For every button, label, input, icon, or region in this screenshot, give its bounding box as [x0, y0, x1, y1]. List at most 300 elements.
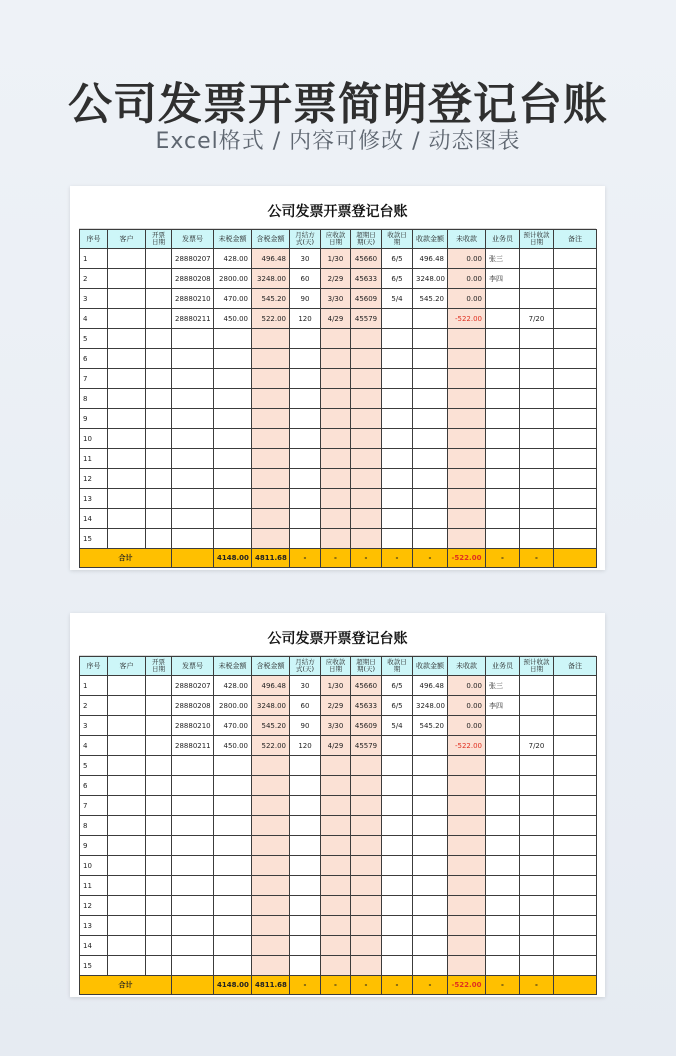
table-cell[interactable]	[214, 936, 252, 956]
table-cell[interactable]	[520, 916, 554, 936]
table-cell[interactable]	[554, 696, 597, 716]
table-cell[interactable]: 545.20	[252, 716, 290, 736]
table-cell[interactable]	[413, 309, 448, 329]
table-cell[interactable]	[351, 449, 382, 469]
table-cell[interactable]	[382, 429, 413, 449]
table-cell[interactable]: 28880207	[172, 676, 214, 696]
table-cell[interactable]	[382, 329, 413, 349]
table-cell[interactable]	[108, 756, 146, 776]
table-cell[interactable]: 522.00	[252, 736, 290, 756]
table-cell[interactable]	[554, 956, 597, 976]
table-cell[interactable]	[172, 956, 214, 976]
table-cell[interactable]	[146, 369, 172, 389]
table-cell[interactable]	[382, 389, 413, 409]
table-cell[interactable]: 545.20	[252, 289, 290, 309]
table-cell[interactable]	[252, 836, 290, 856]
table-cell[interactable]	[351, 836, 382, 856]
table-cell[interactable]: 60	[290, 269, 321, 289]
table-cell[interactable]: 10	[80, 429, 108, 449]
table-cell[interactable]	[448, 796, 486, 816]
table-cell[interactable]: 470.00	[214, 716, 252, 736]
table-cell[interactable]	[413, 509, 448, 529]
table-cell[interactable]	[382, 956, 413, 976]
table-cell[interactable]	[448, 836, 486, 856]
table-cell[interactable]: 28880210	[172, 716, 214, 736]
total-cell[interactable]: -522.00	[448, 549, 486, 568]
table-cell[interactable]	[448, 776, 486, 796]
table-cell[interactable]	[351, 389, 382, 409]
table-cell[interactable]	[146, 329, 172, 349]
table-cell[interactable]	[413, 349, 448, 369]
table-cell[interactable]	[172, 896, 214, 916]
table-cell[interactable]: 28880208	[172, 269, 214, 289]
table-cell[interactable]	[486, 409, 520, 429]
table-cell[interactable]	[321, 916, 351, 936]
table-cell[interactable]: 8	[80, 816, 108, 836]
table-cell[interactable]	[554, 836, 597, 856]
table-cell[interactable]	[146, 736, 172, 756]
table-cell[interactable]	[486, 756, 520, 776]
table-cell[interactable]	[321, 389, 351, 409]
table-cell[interactable]	[413, 936, 448, 956]
table-cell[interactable]	[108, 836, 146, 856]
column-header[interactable]: 发票号	[172, 230, 214, 249]
table-cell[interactable]: 李四	[486, 696, 520, 716]
table-cell[interactable]	[554, 369, 597, 389]
table-cell[interactable]	[146, 756, 172, 776]
column-header[interactable]: 序号	[80, 230, 108, 249]
table-cell[interactable]	[486, 469, 520, 489]
table-cell[interactable]	[108, 249, 146, 269]
column-header[interactable]: 客户	[108, 230, 146, 249]
table-cell[interactable]: 6/5	[382, 676, 413, 696]
table-cell[interactable]: 496.48	[413, 249, 448, 269]
table-cell[interactable]	[486, 389, 520, 409]
table-cell[interactable]	[413, 916, 448, 936]
table-cell[interactable]	[448, 896, 486, 916]
table-cell[interactable]	[448, 509, 486, 529]
table-cell[interactable]	[172, 529, 214, 549]
table-cell[interactable]	[351, 489, 382, 509]
table-cell[interactable]	[108, 469, 146, 489]
table-cell[interactable]	[351, 529, 382, 549]
table-cell[interactable]	[554, 776, 597, 796]
table-cell[interactable]	[382, 509, 413, 529]
table-cell[interactable]	[146, 796, 172, 816]
table-cell[interactable]	[413, 896, 448, 916]
table-cell[interactable]	[252, 796, 290, 816]
table-cell[interactable]	[382, 449, 413, 469]
table-cell[interactable]	[448, 429, 486, 449]
table-cell[interactable]	[520, 289, 554, 309]
total-cell[interactable]	[554, 549, 597, 568]
table-cell[interactable]	[214, 409, 252, 429]
table-cell[interactable]	[321, 509, 351, 529]
table-cell[interactable]	[486, 449, 520, 469]
table-cell[interactable]	[172, 936, 214, 956]
table-cell[interactable]	[351, 936, 382, 956]
table-cell[interactable]: 28880207	[172, 249, 214, 269]
table-cell[interactable]	[108, 309, 146, 329]
table-cell[interactable]	[486, 289, 520, 309]
table-cell[interactable]	[146, 836, 172, 856]
table-cell[interactable]: 14	[80, 509, 108, 529]
table-cell[interactable]: 5	[80, 329, 108, 349]
table-cell[interactable]	[214, 796, 252, 816]
table-cell[interactable]	[520, 676, 554, 696]
table-cell[interactable]: -522.00	[448, 736, 486, 756]
table-cell[interactable]	[146, 816, 172, 836]
table-cell[interactable]	[520, 389, 554, 409]
table-cell[interactable]	[146, 249, 172, 269]
table-cell[interactable]	[520, 716, 554, 736]
table-cell[interactable]	[146, 469, 172, 489]
table-cell[interactable]	[146, 876, 172, 896]
table-cell[interactable]	[486, 796, 520, 816]
table-cell[interactable]	[214, 329, 252, 349]
table-cell[interactable]	[252, 916, 290, 936]
table-cell[interactable]	[413, 529, 448, 549]
table-cell[interactable]	[290, 509, 321, 529]
table-cell[interactable]: 8	[80, 389, 108, 409]
table-cell[interactable]	[448, 489, 486, 509]
table-cell[interactable]: 3	[80, 289, 108, 309]
total-cell[interactable]: -	[321, 976, 351, 995]
table-cell[interactable]	[214, 369, 252, 389]
table-cell[interactable]	[252, 429, 290, 449]
table-cell[interactable]	[382, 349, 413, 369]
table-cell[interactable]	[351, 409, 382, 429]
table-cell[interactable]	[214, 449, 252, 469]
table-cell[interactable]	[214, 896, 252, 916]
table-cell[interactable]	[413, 449, 448, 469]
table-cell[interactable]: 14	[80, 936, 108, 956]
table-cell[interactable]	[520, 956, 554, 976]
table-cell[interactable]	[146, 269, 172, 289]
table-cell[interactable]	[290, 796, 321, 816]
table-cell[interactable]	[520, 369, 554, 389]
table-cell[interactable]	[520, 836, 554, 856]
column-header[interactable]: 预计收款日期	[520, 230, 554, 249]
table-cell[interactable]	[321, 876, 351, 896]
column-header[interactable]: 序号	[80, 657, 108, 676]
table-cell[interactable]: 30	[290, 676, 321, 696]
column-header[interactable]: 客户	[108, 657, 146, 676]
table-cell[interactable]	[520, 876, 554, 896]
total-cell[interactable]: -	[486, 976, 520, 995]
table-cell[interactable]	[214, 876, 252, 896]
table-cell[interactable]	[554, 429, 597, 449]
table-cell[interactable]: 1	[80, 676, 108, 696]
table-cell[interactable]	[413, 756, 448, 776]
column-header[interactable]: 应收款日期	[321, 657, 351, 676]
table-cell[interactable]	[554, 529, 597, 549]
table-cell[interactable]	[448, 389, 486, 409]
table-cell[interactable]	[108, 816, 146, 836]
table-cell[interactable]	[252, 876, 290, 896]
table-cell[interactable]	[554, 389, 597, 409]
table-cell[interactable]	[252, 469, 290, 489]
table-cell[interactable]	[172, 469, 214, 489]
table-cell[interactable]: 10	[80, 856, 108, 876]
table-cell[interactable]	[290, 369, 321, 389]
table-cell[interactable]: 11	[80, 449, 108, 469]
table-cell[interactable]	[252, 369, 290, 389]
table-cell[interactable]	[108, 349, 146, 369]
table-cell[interactable]	[486, 349, 520, 369]
table-cell[interactable]	[520, 469, 554, 489]
table-cell[interactable]	[108, 696, 146, 716]
table-cell[interactable]: 11	[80, 876, 108, 896]
table-cell[interactable]	[290, 916, 321, 936]
table-cell[interactable]	[448, 936, 486, 956]
table-cell[interactable]	[108, 369, 146, 389]
table-cell[interactable]	[214, 469, 252, 489]
table-cell[interactable]	[146, 676, 172, 696]
total-cell[interactable]: -	[351, 549, 382, 568]
table-cell[interactable]	[290, 936, 321, 956]
table-cell[interactable]: 15	[80, 529, 108, 549]
table-cell[interactable]: 1/30	[321, 676, 351, 696]
table-cell[interactable]: 7/20	[520, 736, 554, 756]
table-cell[interactable]	[382, 856, 413, 876]
table-cell[interactable]	[448, 856, 486, 876]
table-cell[interactable]	[486, 736, 520, 756]
table-cell[interactable]: 张三	[486, 676, 520, 696]
table-cell[interactable]: 3/30	[321, 289, 351, 309]
table-cell[interactable]	[321, 429, 351, 449]
table-cell[interactable]: 3	[80, 716, 108, 736]
table-cell[interactable]	[351, 509, 382, 529]
table-cell[interactable]	[554, 756, 597, 776]
total-cell[interactable]: -	[290, 976, 321, 995]
table-cell[interactable]: 2	[80, 696, 108, 716]
table-cell[interactable]	[554, 329, 597, 349]
table-cell[interactable]: 428.00	[214, 249, 252, 269]
table-cell[interactable]	[290, 876, 321, 896]
table-cell[interactable]	[448, 916, 486, 936]
table-cell[interactable]	[448, 469, 486, 489]
table-cell[interactable]	[172, 876, 214, 896]
table-cell[interactable]	[146, 936, 172, 956]
table-cell[interactable]	[382, 796, 413, 816]
table-cell[interactable]	[146, 956, 172, 976]
total-cell[interactable]: -	[413, 976, 448, 995]
table-cell[interactable]	[108, 289, 146, 309]
table-cell[interactable]: 0.00	[448, 676, 486, 696]
table-cell[interactable]	[520, 696, 554, 716]
total-cell[interactable]: -	[382, 549, 413, 568]
table-cell[interactable]	[554, 856, 597, 876]
total-cell[interactable]: -	[520, 976, 554, 995]
table-cell[interactable]	[252, 489, 290, 509]
table-cell[interactable]	[382, 409, 413, 429]
table-cell[interactable]	[520, 489, 554, 509]
table-cell[interactable]: 2/29	[321, 696, 351, 716]
column-header[interactable]: 备注	[554, 230, 597, 249]
table-cell[interactable]	[486, 956, 520, 976]
table-cell[interactable]: 60	[290, 696, 321, 716]
table-cell[interactable]	[520, 896, 554, 916]
table-cell[interactable]	[290, 469, 321, 489]
table-cell[interactable]	[108, 329, 146, 349]
table-cell[interactable]	[172, 916, 214, 936]
table-cell[interactable]	[520, 269, 554, 289]
table-cell[interactable]	[146, 429, 172, 449]
table-cell[interactable]	[108, 936, 146, 956]
table-cell[interactable]	[214, 816, 252, 836]
table-cell[interactable]	[290, 409, 321, 429]
table-cell[interactable]	[413, 329, 448, 349]
table-cell[interactable]	[108, 776, 146, 796]
table-cell[interactable]	[413, 856, 448, 876]
table-cell[interactable]	[520, 936, 554, 956]
column-header[interactable]: 未税金额	[214, 230, 252, 249]
table-cell[interactable]	[382, 816, 413, 836]
table-cell[interactable]	[321, 409, 351, 429]
total-cell[interactable]	[172, 976, 214, 995]
table-cell[interactable]	[382, 369, 413, 389]
table-cell[interactable]	[321, 856, 351, 876]
table-cell[interactable]	[108, 896, 146, 916]
table-cell[interactable]	[321, 349, 351, 369]
table-cell[interactable]	[351, 776, 382, 796]
table-cell[interactable]	[108, 956, 146, 976]
table-cell[interactable]: 1/30	[321, 249, 351, 269]
table-cell[interactable]	[351, 756, 382, 776]
table-cell[interactable]: 45660	[351, 676, 382, 696]
table-cell[interactable]	[382, 736, 413, 756]
table-cell[interactable]	[290, 856, 321, 876]
table-cell[interactable]	[252, 776, 290, 796]
table-cell[interactable]	[146, 716, 172, 736]
table-cell[interactable]: 4/29	[321, 736, 351, 756]
table-cell[interactable]	[321, 369, 351, 389]
table-cell[interactable]: 7/20	[520, 309, 554, 329]
total-cell[interactable]: -	[382, 976, 413, 995]
table-cell[interactable]: 4	[80, 309, 108, 329]
table-cell[interactable]	[252, 936, 290, 956]
table-cell[interactable]: 2/29	[321, 269, 351, 289]
table-cell[interactable]: 90	[290, 289, 321, 309]
table-cell[interactable]	[290, 349, 321, 369]
table-cell[interactable]	[351, 349, 382, 369]
table-cell[interactable]: 28880210	[172, 289, 214, 309]
table-cell[interactable]	[382, 936, 413, 956]
table-cell[interactable]	[520, 349, 554, 369]
column-header[interactable]: 未收款	[448, 657, 486, 676]
table-cell[interactable]: 6/5	[382, 269, 413, 289]
table-cell[interactable]	[351, 469, 382, 489]
column-header[interactable]: 备注	[554, 657, 597, 676]
table-cell[interactable]: 5/4	[382, 289, 413, 309]
table-cell[interactable]	[252, 449, 290, 469]
total-cell[interactable]: 4811.68	[252, 976, 290, 995]
table-cell[interactable]	[321, 756, 351, 776]
table-cell[interactable]	[554, 409, 597, 429]
table-cell[interactable]: 0.00	[448, 269, 486, 289]
table-cell[interactable]: 6/5	[382, 249, 413, 269]
table-cell[interactable]	[486, 529, 520, 549]
table-cell[interactable]	[321, 449, 351, 469]
table-cell[interactable]	[554, 349, 597, 369]
table-cell[interactable]: 120	[290, 309, 321, 329]
table-cell[interactable]	[252, 529, 290, 549]
table-cell[interactable]: 45609	[351, 716, 382, 736]
table-cell[interactable]: 4	[80, 736, 108, 756]
table-cell[interactable]	[252, 756, 290, 776]
table-cell[interactable]	[290, 389, 321, 409]
table-cell[interactable]	[486, 776, 520, 796]
table-cell[interactable]	[554, 896, 597, 916]
table-cell[interactable]	[321, 936, 351, 956]
table-cell[interactable]	[486, 329, 520, 349]
table-cell[interactable]	[108, 716, 146, 736]
table-cell[interactable]	[252, 856, 290, 876]
table-cell[interactable]	[520, 329, 554, 349]
table-cell[interactable]	[108, 736, 146, 756]
table-cell[interactable]	[146, 509, 172, 529]
table-cell[interactable]	[290, 956, 321, 976]
table-cell[interactable]	[290, 836, 321, 856]
table-cell[interactable]	[413, 736, 448, 756]
table-cell[interactable]	[214, 389, 252, 409]
table-cell[interactable]	[448, 956, 486, 976]
table-cell[interactable]	[554, 796, 597, 816]
table-cell[interactable]	[290, 489, 321, 509]
table-cell[interactable]	[214, 756, 252, 776]
table-cell[interactable]	[146, 289, 172, 309]
table-cell[interactable]	[351, 429, 382, 449]
table-cell[interactable]	[413, 389, 448, 409]
total-cell[interactable]	[172, 549, 214, 568]
table-cell[interactable]	[146, 529, 172, 549]
table-cell[interactable]: 3248.00	[252, 269, 290, 289]
total-cell[interactable]: -	[413, 549, 448, 568]
table-cell[interactable]: 28880211	[172, 309, 214, 329]
table-cell[interactable]	[382, 916, 413, 936]
table-cell[interactable]: 450.00	[214, 736, 252, 756]
table-cell[interactable]	[108, 449, 146, 469]
table-cell[interactable]	[448, 816, 486, 836]
table-cell[interactable]	[486, 896, 520, 916]
table-cell[interactable]	[290, 816, 321, 836]
table-cell[interactable]	[146, 409, 172, 429]
table-cell[interactable]	[413, 429, 448, 449]
table-cell[interactable]: 2800.00	[214, 269, 252, 289]
table-cell[interactable]	[554, 449, 597, 469]
column-header[interactable]: 发票号	[172, 657, 214, 676]
table-cell[interactable]: 45660	[351, 249, 382, 269]
table-cell[interactable]: 3248.00	[413, 696, 448, 716]
table-cell[interactable]	[554, 469, 597, 489]
table-cell[interactable]	[290, 529, 321, 549]
table-cell[interactable]: 120	[290, 736, 321, 756]
table-cell[interactable]	[486, 916, 520, 936]
table-cell[interactable]	[108, 529, 146, 549]
table-cell[interactable]: 545.20	[413, 716, 448, 736]
table-cell[interactable]	[172, 816, 214, 836]
table-cell[interactable]	[520, 756, 554, 776]
table-cell[interactable]: 28880211	[172, 736, 214, 756]
column-header[interactable]: 未税金额	[214, 657, 252, 676]
table-cell[interactable]	[554, 816, 597, 836]
total-cell[interactable]: -	[520, 549, 554, 568]
table-cell[interactable]: 李四	[486, 269, 520, 289]
table-cell[interactable]	[520, 449, 554, 469]
table-cell[interactable]	[486, 369, 520, 389]
table-cell[interactable]	[290, 896, 321, 916]
